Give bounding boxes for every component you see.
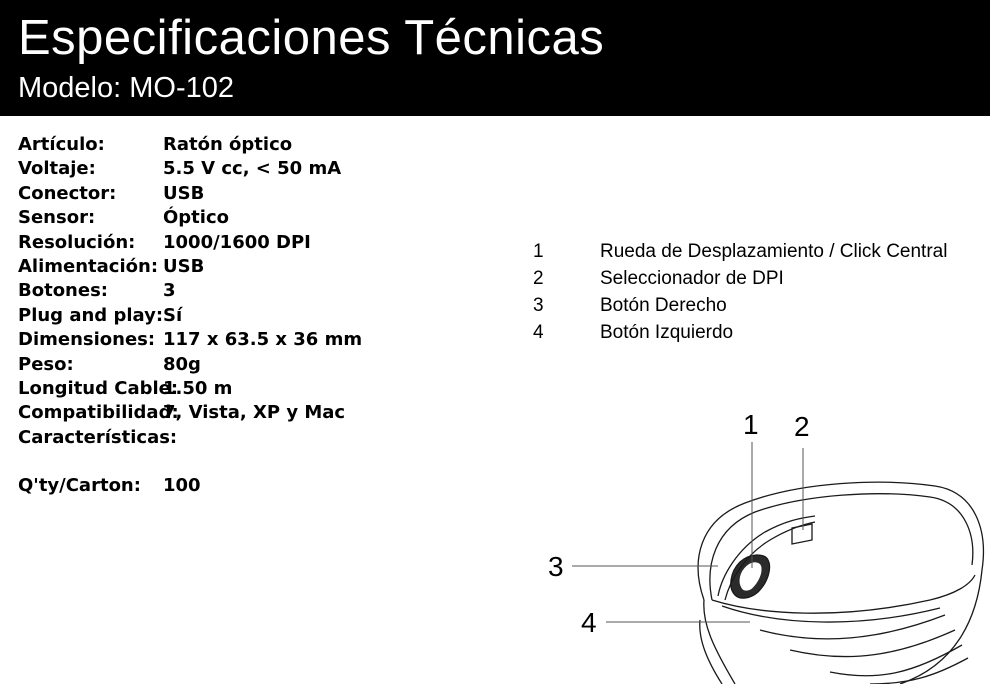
- callout-label-1: 1: [743, 409, 759, 440]
- spec-label: Conector:: [18, 182, 117, 204]
- callout-label-3: 3: [548, 551, 564, 582]
- part-name: Botón Izquierdo: [600, 322, 734, 343]
- spec-value: Sí: [163, 304, 183, 326]
- spec-label: Peso:: [18, 353, 74, 375]
- spec-value: USB: [163, 255, 205, 277]
- part-number: 3: [533, 295, 544, 316]
- spec-label: Sensor:: [18, 207, 96, 229]
- callout-lines: [572, 442, 803, 622]
- part-number: 4: [533, 322, 544, 343]
- part-name: Rueda de Desplazamiento / Click Central: [600, 241, 948, 262]
- callout-label-4: 4: [581, 607, 597, 638]
- spec-value: USB: [163, 182, 205, 204]
- spec-value: Ratón óptico: [163, 134, 293, 155]
- part-number: 2: [533, 268, 544, 289]
- spec-label: Características:: [18, 426, 178, 448]
- spec-label: Botones:: [18, 280, 108, 302]
- page-title: Especificaciones Técnicas: [18, 11, 605, 65]
- spec-value: 5.5 V cc, < 50 mA: [163, 158, 342, 180]
- spec-value: 117 x 63.5 x 36 mm: [163, 329, 363, 351]
- part-name: Seleccionador de DPI: [600, 268, 784, 289]
- spec-label: Plug and play:: [18, 304, 164, 326]
- spec-label: Voltaje:: [18, 158, 96, 180]
- spec-value: 7, Vista, XP y Mac: [163, 402, 346, 424]
- spec-value: Óptico: [163, 207, 229, 229]
- part-number: 1: [533, 241, 544, 262]
- mouse-illustration: [698, 482, 983, 684]
- spec-value: 100: [163, 475, 201, 497]
- model-subtitle: Modelo: MO-102: [18, 72, 234, 104]
- spec-value: 3: [163, 280, 176, 302]
- spec-value: 1000/1600 DPI: [163, 231, 311, 253]
- spec-label: Dimensiones:: [18, 329, 156, 351]
- spec-label: Resolución:: [18, 231, 136, 253]
- part-name: Botón Derecho: [600, 295, 727, 316]
- spec-value: 1.50 m: [163, 377, 233, 399]
- spec-label: Q'ty/Carton:: [18, 475, 141, 497]
- spec-label: Compatibilidad:: [18, 402, 179, 424]
- spec-label: Alimentación:: [18, 255, 159, 277]
- spec-label: Longitud Cable:: [18, 377, 179, 399]
- spec-value: 80g: [163, 353, 201, 375]
- callout-label-2: 2: [794, 411, 810, 442]
- spec-label: Artículo:: [18, 134, 105, 155]
